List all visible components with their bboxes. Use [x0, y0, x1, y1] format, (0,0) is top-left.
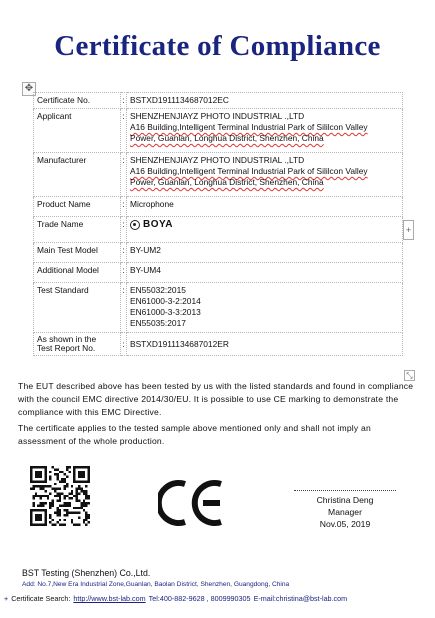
signatory-name: Christina Deng: [316, 495, 374, 505]
colon: :: [121, 153, 127, 197]
colon: :: [121, 283, 127, 333]
phone-numbers: Tel:400-882-9628 , 8009990305: [148, 594, 251, 603]
boya-brand-logo: [130, 219, 399, 230]
colon: :: [121, 197, 127, 217]
scope-statement: The certificate applies to the tested sample above mentioned only and shall not imply an assessment of the whole production.: [18, 423, 371, 446]
test-report-label-line: Test Report No.: [37, 343, 96, 353]
table-move-handle[interactable]: ✥: [22, 82, 36, 96]
plus-icon: +: [4, 594, 9, 603]
boya-logo-icon: [130, 220, 140, 230]
certificate-no-label: Certificate No.: [34, 93, 121, 109]
colon: :: [121, 243, 127, 263]
standard-item: EN55032:2015: [130, 285, 186, 295]
table-expand-handle[interactable]: +: [403, 220, 414, 240]
boya-brand-text: BOYA: [143, 219, 173, 230]
company-address: Add: No.7,New Era Industrial Zone,Guanlan, Baolan District, Shenzhen, Guangdong, China: [22, 581, 290, 588]
colon: :: [121, 333, 127, 356]
applicant-line: A16 Building,Intelligent Terminal Industrial Park of Sililcon Valley: [130, 122, 368, 132]
manufacturer-label: Manufacturer: [34, 153, 121, 197]
applicant-value: [127, 109, 403, 153]
additional-model-value: BY-UM4: [127, 263, 403, 283]
qr-code-icon: [30, 466, 90, 526]
standard-item: EN55035:2017: [130, 318, 186, 328]
applicant-label: Applicant: [34, 109, 121, 153]
product-name-label: Product Name: [34, 197, 121, 217]
test-standard-label: Test Standard: [34, 283, 121, 333]
search-label: Certificate Search:: [11, 594, 71, 603]
colon: :: [121, 217, 127, 243]
certificate-details-table: [33, 92, 403, 356]
manufacturer-line: Power, Guanlan, Longhua District, Shenzhen, China: [130, 177, 324, 187]
email-address: E-mail:christina@bst-lab.com: [253, 594, 348, 603]
row-applicant: [34, 109, 403, 153]
product-name-value: Microphone: [127, 197, 403, 217]
certificate-no-value: BSTXD1911134687012EC: [127, 93, 403, 109]
ce-mark-icon: [158, 478, 228, 528]
standard-item: EN61000-3-3:2013: [130, 307, 201, 317]
manufacturer-value: [127, 153, 403, 197]
footer-contact-row: [4, 594, 347, 603]
certificate-title: Certificate of Compliance: [54, 30, 381, 62]
main-test-model-value: BY-UM2: [127, 243, 403, 263]
test-standard-value: [127, 283, 403, 333]
standard-item: EN61000-3-2:2014: [130, 296, 201, 306]
row-main-test-model: [34, 243, 403, 263]
colon: :: [121, 109, 127, 153]
row-test-standard: [34, 283, 403, 333]
compliance-statement: The EUT described above has been tested by us with the listed standards and found in compliance with the council EMC directive 2014/30/EU. It is possible to use CE marking to demonstrate the compliance with this EMC Directive.: [18, 381, 414, 417]
table-resize-handle[interactable]: ⤡: [404, 370, 415, 381]
signature-line: [294, 490, 396, 491]
test-report-label-line: As shown in the: [37, 334, 97, 344]
main-test-model-label: Main Test Model: [34, 243, 121, 263]
test-report-value: BSTXD1911134687012ER: [127, 333, 403, 356]
signature-block: [290, 490, 400, 530]
signatory-title: Manager: [328, 507, 362, 517]
applicant-line: SHENZHENJIAYZ PHOTO INDUSTRIAL .,LTD: [130, 111, 305, 121]
additional-model-label: Additional Model: [34, 263, 121, 283]
row-certificate-no: [34, 93, 403, 109]
manufacturer-line: SHENZHENJIAYZ PHOTO INDUSTRIAL .,LTD: [130, 155, 305, 165]
row-additional-model: [34, 263, 403, 283]
colon: :: [121, 263, 127, 283]
manufacturer-line: A16 Building,Intelligent Terminal Industrial Park of Sililcon Valley: [130, 166, 368, 176]
applicant-line: Power, Guanlan, Longhua District, Shenzhen, China: [130, 133, 324, 143]
company-name: BST Testing (Shenzhen) Co.,Ltd.: [22, 568, 151, 578]
trade-name-value: [127, 217, 403, 243]
test-report-label: [34, 333, 121, 356]
colon: :: [121, 93, 127, 109]
row-trade-name: [34, 217, 403, 243]
row-manufacturer: [34, 153, 403, 197]
signature-date: Nov.05, 2019: [319, 519, 371, 529]
website-link[interactable]: http://www.bst-lab.com: [73, 594, 146, 603]
trade-name-label: Trade Name: [34, 217, 121, 243]
row-test-report: [34, 333, 403, 356]
row-product-name: [34, 197, 403, 217]
